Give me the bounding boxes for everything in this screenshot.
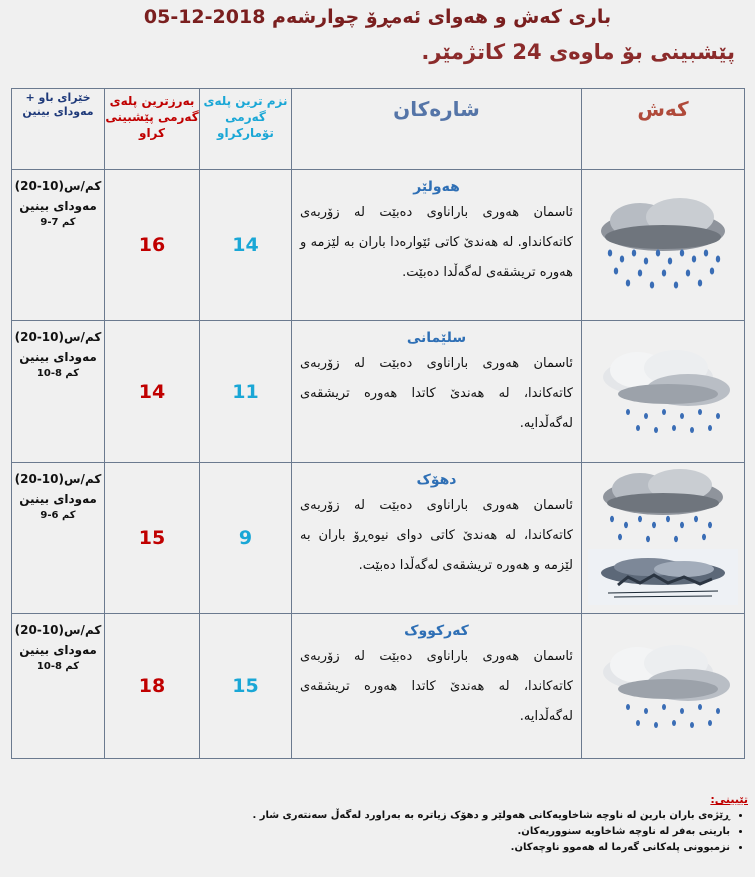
header-wind-visibility: خێرای باو + مەودای بینین — [12, 89, 105, 170]
min-temp: 14 — [200, 170, 292, 321]
table-row — [12, 170, 745, 321]
min-temp: 15 — [200, 614, 292, 759]
notes-section — [200, 793, 748, 856]
note-item: • ڕێژەی باران بارین لە ناوچە شاخاویەکانی هەولێر و دهۆک زیاترە بە بەراورد لەگەڵ سەنتەری شار . — [200, 808, 730, 824]
rain-and-thunderstorm-icon — [582, 467, 744, 609]
weather-icon-cell — [582, 463, 745, 614]
weather-icon-cell — [582, 170, 745, 321]
rain-cloud-icon — [588, 467, 738, 545]
visibility-range: 9-6 کم — [40, 510, 76, 521]
city-forecast: ئاسمان هەوری باراناوی دەبێت لە زۆربەی کاتەکاندا، لە هەندێ کاتدا هەورە تریشقەی لەگەڵدایە. — [300, 649, 573, 724]
wind-visibility-cell — [12, 614, 105, 759]
visibility-label: مەودای بینین — [19, 643, 97, 657]
max-temp: 15 — [105, 463, 200, 614]
city-forecast: ئاسمان هەوری باراناوی دەبێت لە زۆربەی کاتەکاندا، لە هەندێ کاتی دوای نیوەڕۆ باران بە لێزمە و هەورە تریشقەی لەگەڵدا دەبێت. — [300, 498, 573, 573]
wind-speed: (20-10)کم/س — [14, 330, 102, 344]
note-item: • بارینی بەفر لە ناوچە شاخاویە سنووریەکان. — [200, 824, 730, 840]
notes-title: تێبینی: — [710, 793, 748, 806]
wind-visibility-cell — [12, 170, 105, 321]
light-rain-cloud-icon — [588, 342, 738, 437]
visibility-label: مەودای بینین — [19, 492, 97, 506]
city-cell — [292, 614, 582, 759]
visibility-range: 10-8 کم — [36, 661, 80, 672]
city-name: دهۆک — [416, 472, 457, 488]
max-temp: 16 — [105, 170, 200, 321]
max-temp: 18 — [105, 614, 200, 759]
visibility-label: مەودای بینین — [19, 199, 97, 213]
city-forecast: ئاسمان هەوری باراناوی دەبێت لە زۆربەی کاتەکاندا، لە هەندێ کاتدا هەورە تریشقەی لەگەڵدایە. — [300, 356, 573, 431]
page-subtitle: پێشبینی بۆ ماوەی 24 کاتژمێر. — [421, 40, 735, 64]
light-rain-cloud-icon — [588, 637, 738, 732]
visibility-range: 10-8 کم — [36, 368, 80, 379]
thunderstorm-icon — [588, 549, 738, 605]
city-cell — [292, 170, 582, 321]
notes-list — [200, 808, 748, 856]
header-min-temp: نزم ترین پلەی گەرمی تۆمارکراو — [200, 89, 292, 170]
table-row — [12, 463, 745, 614]
min-temp: 11 — [200, 321, 292, 463]
wind-speed: (20-10)کم/س — [14, 179, 102, 193]
max-temp: 14 — [105, 321, 200, 463]
header-max-temp: بەرزترین پلەی گەرمی پێشبینی کراو — [105, 89, 200, 170]
city-name: کەرکووک — [404, 623, 469, 639]
city-name: سلێمانی — [406, 330, 467, 346]
rain-cloud-icon — [588, 193, 738, 293]
visibility-range: 9-7 کم — [40, 217, 76, 228]
wind-speed: (20-10)کم/س — [14, 472, 102, 486]
weather-icon-cell — [582, 614, 745, 759]
city-cell — [292, 463, 582, 614]
city-forecast: ئاسمان هەوری باراناوی دەبێت لە زۆربەی کاتەکانداو. لە هەندێ کاتی ئێوارەدا باران بە لێزمە و هەورە تریشقەی لەگەڵدا دەبێت. — [300, 205, 573, 280]
note-item: • نزمبوونی پلەکانی گەرما لە هەموو ناوچەکان. — [200, 840, 730, 856]
page-title: باری کەش و هەوای ئەمڕۆ چوارشەم 2018-12-05 — [143, 6, 612, 28]
table-row — [12, 614, 745, 759]
table-header-row — [12, 89, 745, 170]
header-cities: شارەکان — [292, 89, 582, 170]
header-weather: کەش — [582, 89, 745, 170]
min-temp: 9 — [200, 463, 292, 614]
visibility-label: مەودای بینین — [19, 350, 97, 364]
city-cell — [292, 321, 582, 463]
wind-visibility-cell — [12, 321, 105, 463]
wind-visibility-cell — [12, 463, 105, 614]
city-name: هەولێر — [413, 179, 460, 195]
table-row — [12, 321, 745, 463]
wind-speed: (20-10)کم/س — [14, 623, 102, 637]
weather-icon-cell — [582, 321, 745, 463]
forecast-table — [11, 88, 745, 759]
